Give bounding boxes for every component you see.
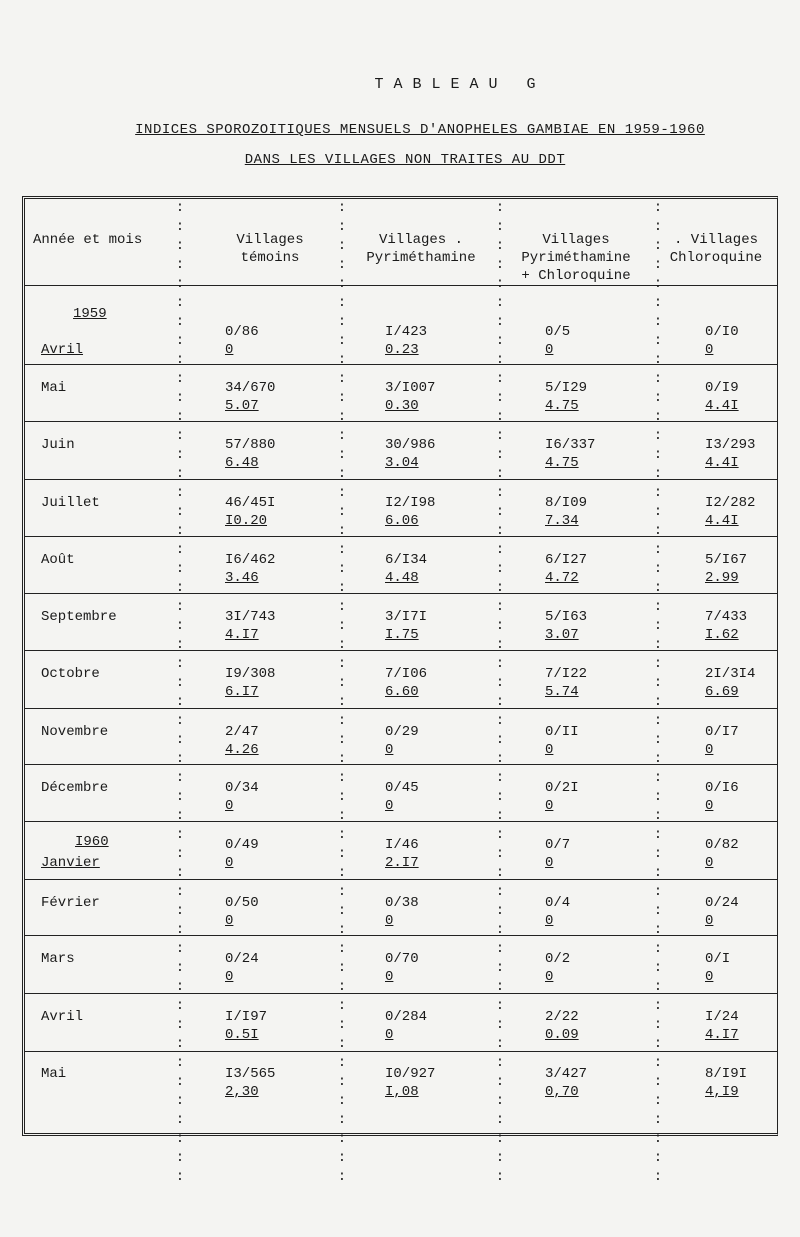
cell-chloroquine-index: 2.99 xyxy=(705,570,739,586)
month-label: Juin xyxy=(41,437,75,453)
cell-chloroquine-index: 4.I7 xyxy=(705,1027,739,1043)
header-col-pyr-chloroquine-line2: Pyriméthamine xyxy=(521,250,631,266)
header-col-temoins-line2: témoins xyxy=(240,250,300,266)
cell-pyrimethamine-index: 0.30 xyxy=(385,398,419,414)
cell-temoins-index: I0.20 xyxy=(225,513,268,529)
table-row xyxy=(25,479,777,536)
cell-pyr-chloroquine-ratio: 2/22 xyxy=(545,1009,579,1025)
cell-pyr-chloroquine-ratio: 6/I27 xyxy=(545,552,588,568)
table-row xyxy=(25,993,777,1051)
cell-chloroquine-ratio: 0/I6 xyxy=(705,780,739,796)
cell-pyrimethamine-index: I,08 xyxy=(385,1084,419,1100)
cell-pyr-chloroquine-index: 0.09 xyxy=(545,1027,579,1043)
cell-pyr-chloroquine-ratio: 0/5 xyxy=(545,324,571,340)
table-row xyxy=(25,285,777,364)
cell-pyrimethamine-index: 0 xyxy=(385,913,394,929)
month-label: Août xyxy=(41,552,75,568)
cell-temoins-index: 0 xyxy=(225,855,234,871)
cell-temoins-ratio: 0/24 xyxy=(225,951,259,967)
month-label: Septembre xyxy=(41,609,117,625)
cell-chloroquine-ratio: 0/24 xyxy=(705,895,739,911)
cell-pyr-chloroquine-index: 3.07 xyxy=(545,627,579,643)
cell-temoins-ratio: 0/86 xyxy=(225,324,259,340)
cell-pyrimethamine-index: 2.I7 xyxy=(385,855,419,871)
cell-pyrimethamine-index: 0 xyxy=(385,798,394,814)
table-row xyxy=(25,935,777,993)
cell-chloroquine-index: 0 xyxy=(705,969,714,985)
cell-pyr-chloroquine-ratio: 3/427 xyxy=(545,1066,588,1082)
cell-pyrimethamine-index: 6.06 xyxy=(385,513,419,529)
cell-pyrimethamine-index: 6.60 xyxy=(385,684,419,700)
cell-temoins-ratio: 3I/743 xyxy=(225,609,276,625)
cell-temoins-index: 0.5I xyxy=(225,1027,259,1043)
cell-temoins-ratio: I6/462 xyxy=(225,552,276,568)
cell-chloroquine-ratio: I3/293 xyxy=(705,437,756,453)
cell-temoins-index: 3.46 xyxy=(225,570,259,586)
cell-pyrimethamine-ratio: 0/38 xyxy=(385,895,419,911)
cell-pyrimethamine-index: 0.23 xyxy=(385,342,419,358)
month-label: Mars xyxy=(41,951,75,967)
table-title: TABLEAU G xyxy=(374,76,546,93)
cell-chloroquine-ratio: 7/433 xyxy=(705,609,748,625)
cell-temoins-ratio: 46/45I xyxy=(225,495,276,511)
cell-pyrimethamine-ratio: 0/284 xyxy=(385,1009,428,1025)
header-col-chloroquine-line2: Chloroquine xyxy=(669,250,763,266)
cell-chloroquine-index: 0 xyxy=(705,342,714,358)
cell-chloroquine-ratio: 2I/3I4 xyxy=(705,666,756,682)
cell-pyr-chloroquine-ratio: 0/II xyxy=(545,724,579,740)
cell-pyr-chloroquine-index: 0 xyxy=(545,969,554,985)
header-col-temoins-line1: Villages xyxy=(236,232,304,248)
cell-temoins-ratio: 34/670 xyxy=(225,380,276,396)
header-col-year-month: Année et mois xyxy=(33,232,143,248)
table-row xyxy=(25,536,777,593)
month-label: Décembre xyxy=(41,780,109,796)
cell-chloroquine-index: 4.4I xyxy=(705,513,739,529)
cell-pyr-chloroquine-ratio: 7/I22 xyxy=(545,666,588,682)
cell-pyr-chloroquine-index: 0 xyxy=(545,342,554,358)
cell-temoins-ratio: 0/50 xyxy=(225,895,259,911)
cell-temoins-ratio: 0/34 xyxy=(225,780,259,796)
cell-chloroquine-ratio: 8/I9I xyxy=(705,1066,748,1082)
cell-pyrimethamine-ratio: 6/I34 xyxy=(385,552,428,568)
cell-pyrimethamine-index: 0 xyxy=(385,969,394,985)
cell-pyrimethamine-ratio: I0/927 xyxy=(385,1066,436,1082)
cell-temoins-index: 0 xyxy=(225,342,234,358)
cell-pyrimethamine-index: 3.04 xyxy=(385,455,419,471)
header-col-pyrimethamine-line1: Villages . xyxy=(378,232,463,248)
column-separator: : : : : : : : : : : : : : : : : : : : : : : : : : : : : : : : : : : : : : : : : : : : : : : : : : : : : xyxy=(495,200,505,1185)
cell-pyrimethamine-ratio: 30/986 xyxy=(385,437,436,453)
table-row xyxy=(25,421,777,479)
data-table xyxy=(22,196,778,1185)
cell-pyr-chloroquine-index: 0 xyxy=(545,855,554,871)
cell-pyr-chloroquine-ratio: 0/7 xyxy=(545,837,571,853)
cell-temoins-ratio: 57/880 xyxy=(225,437,276,453)
month-label: Février xyxy=(41,895,100,911)
cell-pyr-chloroquine-index: 4.75 xyxy=(545,455,579,471)
cell-temoins-index: 0 xyxy=(225,798,234,814)
cell-pyr-chloroquine-ratio: 0/4 xyxy=(545,895,571,911)
year-label: 1959 xyxy=(73,306,107,322)
table-row xyxy=(25,1051,777,1134)
header-col-temoins xyxy=(195,231,345,267)
cell-chloroquine-ratio: 5/I67 xyxy=(705,552,748,568)
cell-chloroquine-index: 0 xyxy=(705,742,714,758)
table-row xyxy=(25,364,777,421)
cell-chloroquine-index: 6.69 xyxy=(705,684,739,700)
cell-temoins-index: 4.I7 xyxy=(225,627,259,643)
cell-chloroquine-index: 0 xyxy=(705,913,714,929)
cell-pyrimethamine-ratio: 3/I7I xyxy=(385,609,428,625)
cell-chloroquine-index: 4.4I xyxy=(705,398,739,414)
cell-temoins-index: 4.26 xyxy=(225,742,259,758)
cell-pyrimethamine-ratio: 0/45 xyxy=(385,780,419,796)
table-row xyxy=(25,708,777,764)
table-row xyxy=(25,821,777,879)
header-col-pyr-chloroquine-line1: Villages xyxy=(542,232,610,248)
cell-pyrimethamine-ratio: 3/I007 xyxy=(385,380,436,396)
cell-temoins-index: 2,30 xyxy=(225,1084,259,1100)
cell-pyrimethamine-index: 0 xyxy=(385,1027,394,1043)
column-separator: : : : : : : : : : : : : : : : : : : : : : : : : : : : : : : : : : : : : : : : : : : : : : : : : : : : : xyxy=(653,200,663,1185)
cell-chloroquine-index: 4,I9 xyxy=(705,1084,739,1100)
cell-pyrimethamine-index: 0 xyxy=(385,742,394,758)
cell-pyr-chloroquine-index: 4.72 xyxy=(545,570,579,586)
cell-pyr-chloroquine-index: 7.34 xyxy=(545,513,579,529)
cell-pyr-chloroquine-ratio: 0/2I xyxy=(545,780,579,796)
cell-pyr-chloroquine-ratio: 0/2 xyxy=(545,951,571,967)
column-separator: : : : : : : : : : : : : : : : : : : : : : : : : : : : : : : : : : : : : : : : : : : : : : : : : : : : : xyxy=(337,200,347,1185)
month-label: Janvier xyxy=(41,855,100,871)
cell-pyr-chloroquine-index: 5.74 xyxy=(545,684,579,700)
cell-pyrimethamine-ratio: I2/I98 xyxy=(385,495,436,511)
cell-pyrimethamine-index: 4.48 xyxy=(385,570,419,586)
table-subtitle-line1: INDICES SPOROZOITIQUES MENSUELS D'ANOPHELES GAMBIAE EN 1959-1960 xyxy=(135,122,705,138)
header-col-pyrimethamine xyxy=(345,231,497,267)
cell-pyrimethamine-ratio: 0/29 xyxy=(385,724,419,740)
cell-pyr-chloroquine-index: 0,70 xyxy=(545,1084,579,1100)
month-label: Mai xyxy=(41,1066,67,1082)
month-label: Mai xyxy=(41,380,67,396)
cell-temoins-index: 6.I7 xyxy=(225,684,259,700)
cell-pyrimethamine-index: I.75 xyxy=(385,627,419,643)
cell-chloroquine-index: I.62 xyxy=(705,627,739,643)
cell-pyr-chloroquine-index: 0 xyxy=(545,913,554,929)
cell-temoins-index: 0 xyxy=(225,969,234,985)
cell-chloroquine-ratio: 0/I0 xyxy=(705,324,739,340)
cell-temoins-ratio: I9/308 xyxy=(225,666,276,682)
cell-chloroquine-index: 0 xyxy=(705,855,714,871)
table-row xyxy=(25,593,777,650)
month-label: Juillet xyxy=(41,495,100,511)
cell-chloroquine-ratio: I/24 xyxy=(705,1009,739,1025)
header-col-pyr-chloroquine-line3: + Chloroquine xyxy=(521,268,631,284)
year-label: I960 xyxy=(75,834,109,850)
cell-pyr-chloroquine-index: 4.75 xyxy=(545,398,579,414)
cell-temoins-ratio: I/I97 xyxy=(225,1009,268,1025)
cell-chloroquine-ratio: 0/I9 xyxy=(705,380,739,396)
cell-chloroquine-index: 4.4I xyxy=(705,455,739,471)
cell-pyrimethamine-ratio: 7/I06 xyxy=(385,666,428,682)
header-row xyxy=(25,199,777,285)
cell-temoins-ratio: I3/565 xyxy=(225,1066,276,1082)
month-label: Avril xyxy=(41,1009,84,1025)
table-subtitle-line2: DANS LES VILLAGES NON TRAITES AU DDT xyxy=(244,152,566,168)
cell-pyr-chloroquine-ratio: 5/I63 xyxy=(545,609,588,625)
cell-pyr-chloroquine-index: 0 xyxy=(545,798,554,814)
cell-pyr-chloroquine-ratio: I6/337 xyxy=(545,437,596,453)
header-col-pyr-chloroquine xyxy=(497,231,655,285)
cell-temoins-ratio: 2/47 xyxy=(225,724,259,740)
cell-chloroquine-ratio: I2/282 xyxy=(705,495,756,511)
table-row xyxy=(25,650,777,708)
cell-chloroquine-ratio: 0/I xyxy=(705,951,731,967)
cell-temoins-index: 5.07 xyxy=(225,398,259,414)
cell-temoins-index: 0 xyxy=(225,913,234,929)
cell-temoins-ratio: 0/49 xyxy=(225,837,259,853)
cell-pyrimethamine-ratio: I/423 xyxy=(385,324,428,340)
cell-temoins-index: 6.48 xyxy=(225,455,259,471)
cell-pyr-chloroquine-index: 0 xyxy=(545,742,554,758)
header-col-chloroquine-line1: . Villages xyxy=(673,232,758,248)
cell-chloroquine-index: 0 xyxy=(705,798,714,814)
month-label: Octobre xyxy=(41,666,100,682)
month-label: Avril xyxy=(41,342,84,358)
header-col-chloroquine xyxy=(655,231,777,267)
cell-pyr-chloroquine-ratio: 5/I29 xyxy=(545,380,588,396)
cell-pyrimethamine-ratio: 0/70 xyxy=(385,951,419,967)
table-row xyxy=(25,764,777,821)
cell-chloroquine-ratio: 0/I7 xyxy=(705,724,739,740)
header-col-pyrimethamine-line2: Pyriméthamine xyxy=(366,250,476,266)
table-row xyxy=(25,879,777,935)
cell-pyr-chloroquine-ratio: 8/I09 xyxy=(545,495,588,511)
cell-chloroquine-ratio: 0/82 xyxy=(705,837,739,853)
column-separator: : : : : : : : : : : : : : : : : : : : : : : : : : : : : : : : : : : : : : : : : : : : : : : : : : : : : xyxy=(175,200,185,1185)
month-label: Novembre xyxy=(41,724,109,740)
cell-pyrimethamine-ratio: I/46 xyxy=(385,837,419,853)
